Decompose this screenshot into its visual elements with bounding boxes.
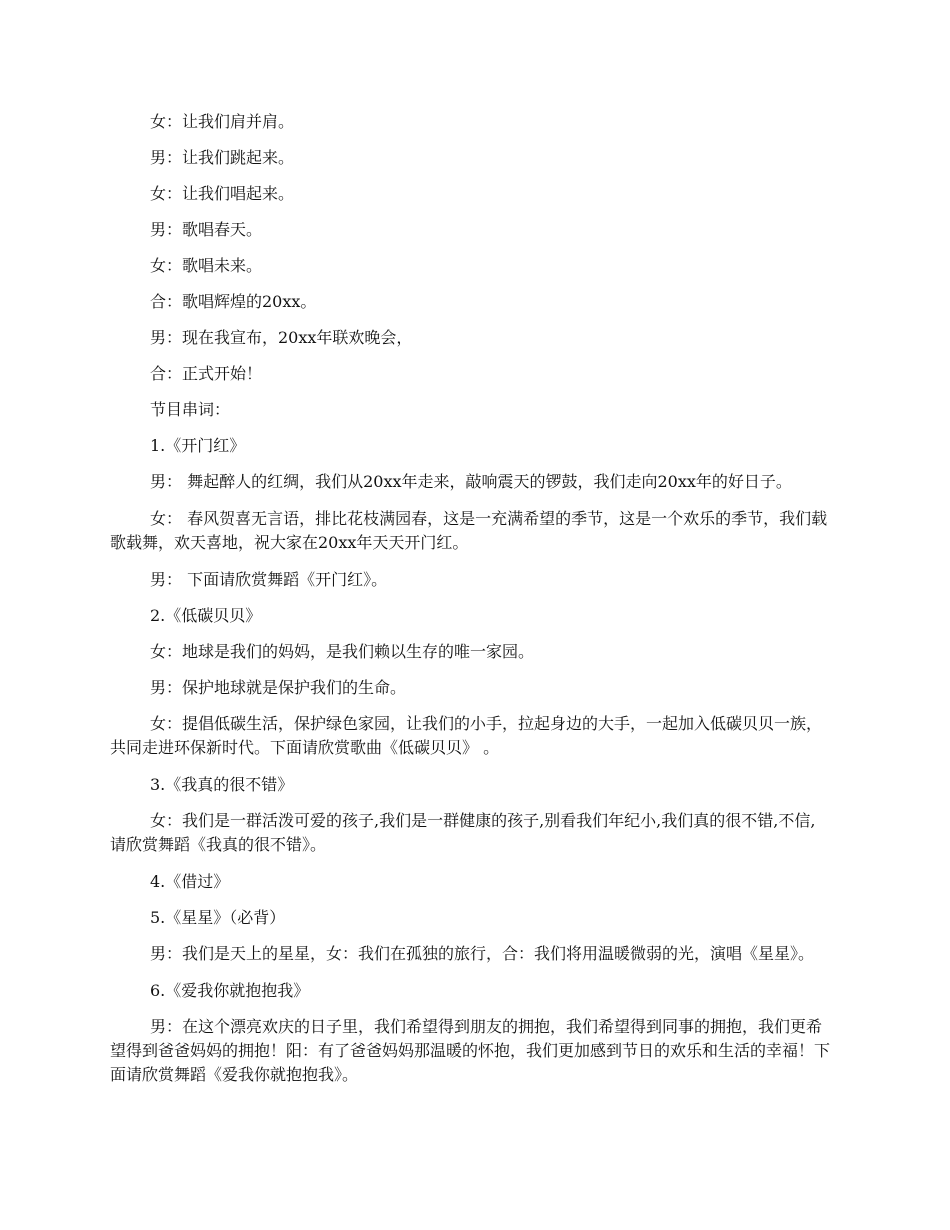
- dialogue-line: 男：歌唱春天。: [150, 220, 263, 239]
- dialogue-line: 男： 下面请欣赏舞蹈《开门红》。: [150, 570, 388, 589]
- document-page: [110, 110, 830, 1100]
- dialogue-paragraph: 男： 舞起醉人的红绸，我们从20xx年走来，敲响震天的锣鼓，我们走向20xx年的好日子。: [150, 472, 792, 491]
- program-title: 2.《低碳贝贝》: [150, 606, 262, 625]
- program-title: 6.《爱我你就抱抱我》: [150, 981, 310, 1000]
- dialogue-line: 女：让我们肩并肩。: [150, 112, 295, 131]
- dialogue-paragraph: 女：提倡低碳生活，保护绿色家园，让我们的小手，拉起身边的大手，一起加入低碳贝贝一族，共同走进环保新时代。下面请欣赏歌曲《低碳贝贝》 。: [110, 714, 823, 757]
- dialogue-paragraph: 男：在这个漂亮欢庆的日子里，我们希望得到朋友的拥抱，我们希望得到同事的拥抱，我们更希望得到爸爸妈妈的拥抱！阳：有了爸爸妈妈那温暖的怀抱，我们更加感到节日的欢乐和生活的幸福！下面请欣赏舞蹈《爱我你就抱抱我》。: [110, 1017, 831, 1084]
- dialogue-paragraph: 女：我们是一群活泼可爱的孩子,我们是一群健康的孩子,别看我们年纪小,我们真的很不错,不信,请欣赏舞蹈《我真的很不错》。: [110, 811, 816, 854]
- dialogue-line: 合：歌唱辉煌的20xx。: [150, 292, 317, 311]
- dialogue-paragraph: 女： 春风贺喜无言语，排比花枝满园春，这是一充满希望的季节，这是一个欢乐的季节，我们载歌载舞，欢天喜地，祝大家在20xx年天天开门红。: [110, 509, 828, 552]
- dialogue-line: 女：歌唱未来。: [150, 256, 263, 275]
- program-title: 4.《借过》: [150, 872, 230, 891]
- dialogue-paragraph: 男：我们是天上的星星，女：我们在孤独的旅行，合：我们将用温暖微弱的光，演唱《星星》。: [150, 944, 815, 963]
- program-title: 3.《我真的很不错》: [150, 775, 294, 794]
- section-heading: 节目串词：: [150, 400, 231, 419]
- dialogue-line: 女：让我们唱起来。: [150, 184, 295, 203]
- dialogue-line: 女：地球是我们的妈妈，是我们赖以生存的唯一家园。: [150, 642, 535, 661]
- dialogue-line: 男：保护地球就是保护我们的生命。: [150, 678, 407, 697]
- dialogue-line: 男：现在我宣布，20xx年联欢晚会，: [150, 328, 413, 347]
- dialogue-line: 合：正式开始！: [150, 364, 263, 383]
- program-title: 5.《星星》（必背）: [150, 908, 286, 927]
- program-title: 1.《开门红》: [150, 436, 246, 455]
- dialogue-line: 男：让我们跳起来。: [150, 148, 295, 167]
